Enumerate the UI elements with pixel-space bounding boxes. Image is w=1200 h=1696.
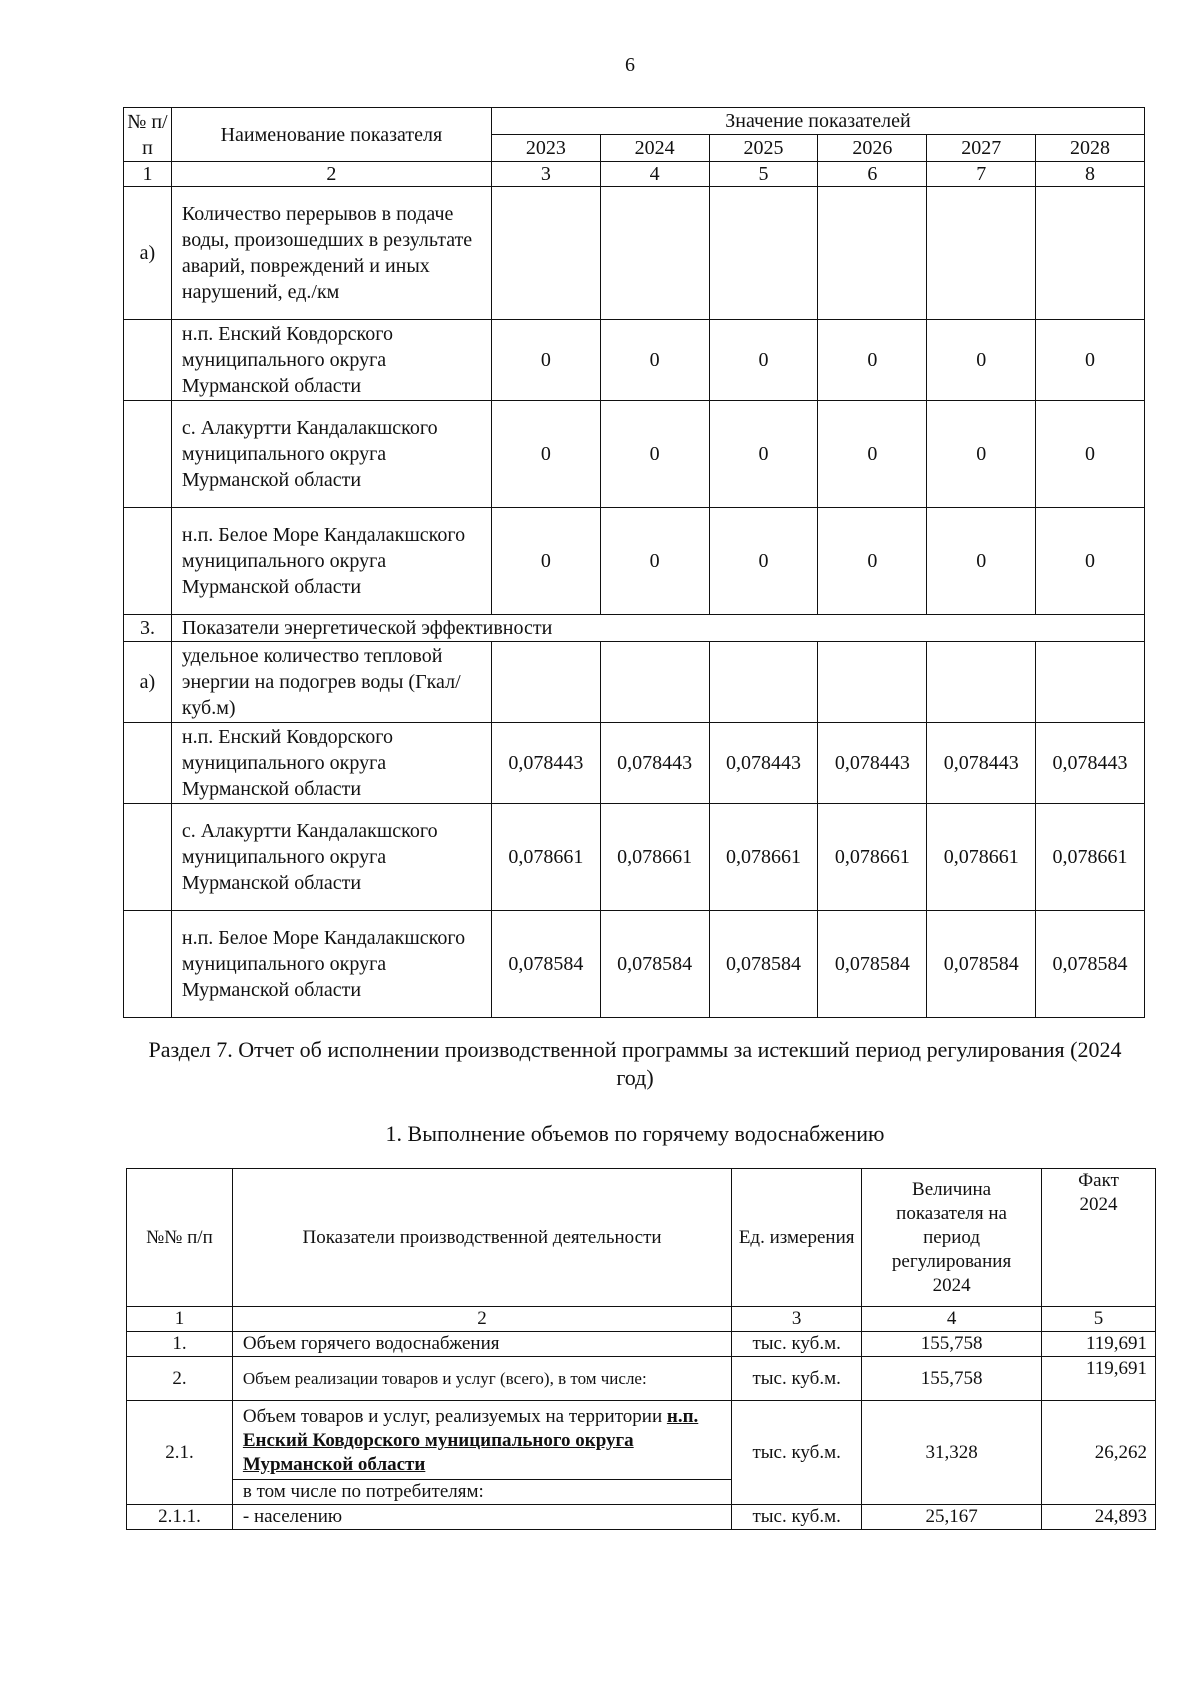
- group-row: [124, 187, 1145, 320]
- table1-header-row: [124, 108, 1145, 135]
- value-cell: 0,078443: [1036, 723, 1145, 804]
- row-num: 2.1.: [127, 1401, 233, 1505]
- row-name: удельное количество тепловой энергии на подогрев воды (Гкал/куб.м): [171, 642, 491, 723]
- column-number: 4: [600, 162, 709, 187]
- value-cell: 0,078584: [600, 911, 709, 1018]
- value-cell: 0: [491, 508, 600, 615]
- unit-cell: тыс. куб.м.: [732, 1401, 862, 1505]
- section-row: [124, 615, 1145, 642]
- value-cell: 0,078661: [1036, 804, 1145, 911]
- table1-column-numbers: [124, 162, 1145, 187]
- group-row: [124, 642, 1145, 723]
- row-num: 3.: [124, 615, 172, 642]
- value-cell: 0,078443: [818, 723, 927, 804]
- column-number: 2: [171, 162, 491, 187]
- table-row: [127, 1401, 1156, 1505]
- column-number: 8: [1036, 162, 1145, 187]
- production-table: [126, 1168, 1156, 1530]
- fact-cell: 119,691: [1042, 1332, 1156, 1357]
- value-cell: 0,078661: [600, 804, 709, 911]
- table-row: [127, 1357, 1156, 1401]
- value-cell: 0: [709, 508, 818, 615]
- header-plan: Величина показателя на период регулирования 2024: [862, 1169, 1042, 1307]
- value-cell: 0: [818, 508, 927, 615]
- value-cell: 0: [1036, 508, 1145, 615]
- header-num: № п/п: [124, 108, 172, 162]
- unit-cell: тыс. куб.м.: [732, 1357, 862, 1401]
- row-name: с. Алакуртти Кандалакшского муниципального округа Мурманской области: [171, 401, 491, 508]
- plan-cell: 25,167: [862, 1505, 1042, 1530]
- year-cell: 2024: [600, 135, 709, 162]
- row-name: - населению: [232, 1505, 731, 1530]
- indicators-table: [123, 107, 1145, 1018]
- table-row: [124, 508, 1145, 615]
- value-cell: 0: [491, 401, 600, 508]
- value-cell: 0,078661: [927, 804, 1036, 911]
- value-cell: 0: [600, 508, 709, 615]
- value-cell: 0,078661: [491, 804, 600, 911]
- value-cell: 0,078443: [600, 723, 709, 804]
- fact-cell: 26,262: [1042, 1401, 1156, 1505]
- value-cell: 0: [927, 320, 1036, 401]
- header-unit: Ед. измерения: [732, 1169, 862, 1307]
- row-name: н.п. Белое Море Кандалакшского муниципального округа Мурманской области: [171, 508, 491, 615]
- value-cell: 0: [600, 320, 709, 401]
- table-row: [127, 1505, 1156, 1530]
- row-name: н.п. Белое Море Кандалакшского муниципального округа Мурманской области: [171, 911, 491, 1018]
- row-name: с. Алакуртти Кандалакшского муниципального округа Мурманской области: [171, 804, 491, 911]
- header-name: Наименование показателя: [171, 108, 491, 162]
- value-cell: 0: [491, 320, 600, 401]
- plan-cell: 155,758: [862, 1357, 1042, 1401]
- column-number: 5: [1042, 1307, 1156, 1332]
- row-name: Количество перерывов в подаче воды, произошедших в результате аварий, повреждений и иных нарушений, ед./км: [171, 187, 491, 320]
- value-cell: 0,078584: [818, 911, 927, 1018]
- fact-cell: 24,893: [1042, 1505, 1156, 1530]
- column-number: 3: [491, 162, 600, 187]
- row-name-suffix: в том числе по потребителям:: [233, 1479, 731, 1504]
- value-cell: 0: [709, 401, 818, 508]
- column-number: 5: [709, 162, 818, 187]
- value-cell: 0: [818, 320, 927, 401]
- value-cell: 0,078661: [818, 804, 927, 911]
- table-row: [127, 1332, 1156, 1357]
- column-number: 1: [124, 162, 172, 187]
- table2-header-row: [127, 1169, 1156, 1307]
- year-cell: 2028: [1036, 135, 1145, 162]
- row-num: а): [124, 187, 172, 320]
- year-cell: 2026: [818, 135, 927, 162]
- row-num: 2.: [127, 1357, 233, 1401]
- row-name: н.п. Енский Ковдорского муниципального округа Мурманской области: [171, 320, 491, 401]
- value-cell: 0,078584: [709, 911, 818, 1018]
- plan-cell: 31,328: [862, 1401, 1042, 1505]
- value-cell: 0: [927, 401, 1036, 508]
- header-num: №№ п/п: [127, 1169, 233, 1307]
- value-cell: 0,078443: [709, 723, 818, 804]
- row-name: [232, 1401, 731, 1505]
- fact-cell: 119,691: [1042, 1357, 1156, 1401]
- row-name-territory: н.п. Енский Ковдорского муниципального округа Мурманской области: [242, 1406, 699, 1475]
- value-cell: 0,078661: [709, 804, 818, 911]
- value-cell: 0,078584: [491, 911, 600, 1018]
- header-values: Значение показателей: [491, 108, 1144, 135]
- column-number: 6: [818, 162, 927, 187]
- table-row: [124, 911, 1145, 1018]
- value-cell: 0: [1036, 401, 1145, 508]
- value-cell: 0: [709, 320, 818, 401]
- row-num: 1.: [127, 1332, 233, 1357]
- header-fact: Факт 2024: [1042, 1169, 1156, 1307]
- value-cell: 0: [1036, 320, 1145, 401]
- table-row: [124, 723, 1145, 804]
- unit-cell: тыс. куб.м.: [732, 1332, 862, 1357]
- column-number: 7: [927, 162, 1036, 187]
- column-number: 3: [732, 1307, 862, 1332]
- row-name: Объем горячего водоснабжения: [232, 1332, 731, 1357]
- row-num: а): [124, 642, 172, 723]
- row-num: 2.1.1.: [127, 1505, 233, 1530]
- table-row: [124, 804, 1145, 911]
- value-cell: 0,078443: [927, 723, 1036, 804]
- section-title: Раздел 7. Отчет об исполнении производственной программы за истекший период регулирования (2024 год): [148, 1037, 1122, 1090]
- row-name-prefix: Объем товаров и услуг, реализуемых на территории: [242, 1406, 663, 1427]
- value-cell: 0,078443: [491, 723, 600, 804]
- year-cell: 2027: [927, 135, 1036, 162]
- row-name: н.п. Енский Ковдорского муниципального округа Мурманской области: [171, 723, 491, 804]
- row-name: Показатели энергетической эффективности: [171, 615, 1144, 642]
- value-cell: 0,078584: [927, 911, 1036, 1018]
- value-cell: 0: [927, 508, 1036, 615]
- column-number: 4: [862, 1307, 1042, 1332]
- year-cell: 2023: [491, 135, 600, 162]
- table2-column-numbers: [127, 1307, 1156, 1332]
- value-cell: 0: [818, 401, 927, 508]
- subsection-title: 1. Выполнение объемов по горячему водоснабжению: [385, 1121, 885, 1146]
- row-name: Объем реализации товаров и услуг (всего), в том числе:: [232, 1357, 731, 1401]
- table-row: [124, 320, 1145, 401]
- column-number: 1: [127, 1307, 233, 1332]
- plan-cell: 155,758: [862, 1332, 1042, 1357]
- unit-cell: тыс. куб.м.: [732, 1505, 862, 1530]
- header-name: Показатели производственной деятельности: [232, 1169, 731, 1307]
- value-cell: 0: [600, 401, 709, 508]
- column-number: 2: [232, 1307, 731, 1332]
- value-cell: 0,078584: [1036, 911, 1145, 1018]
- page-number: 6: [625, 54, 635, 76]
- table-row: [124, 401, 1145, 508]
- year-cell: 2025: [709, 135, 818, 162]
